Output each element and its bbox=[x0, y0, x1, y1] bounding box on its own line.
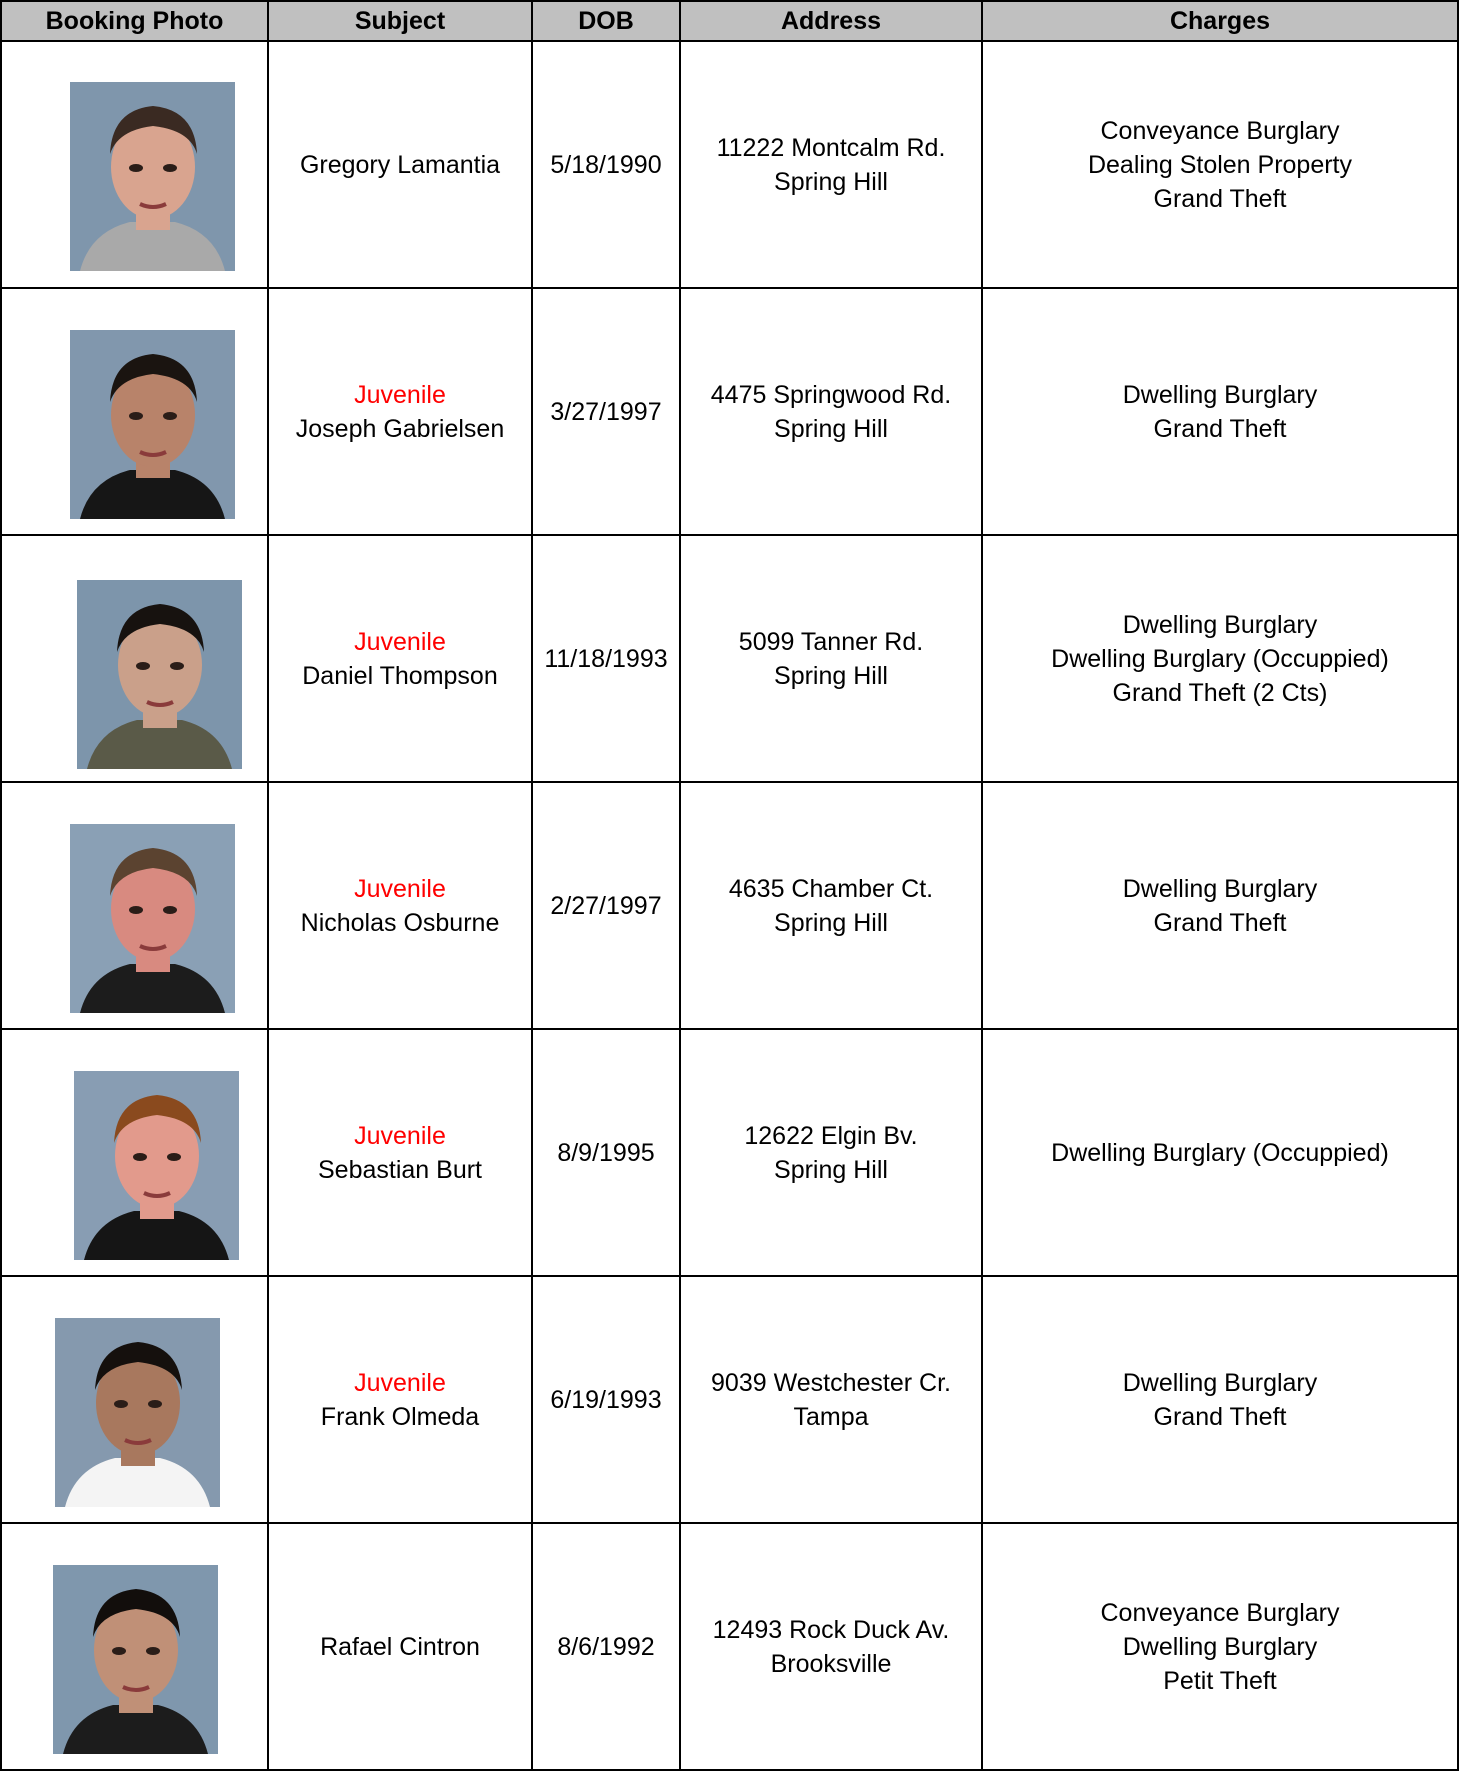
subject-cell bbox=[268, 782, 532, 1029]
subject-name: Rafael Cintron bbox=[320, 1632, 480, 1661]
charges-cell bbox=[982, 1523, 1458, 1770]
dob-cell: 6/19/1993 bbox=[532, 1276, 680, 1523]
address-line: Spring Hill bbox=[774, 167, 888, 196]
juvenile-label: Juvenile bbox=[354, 380, 446, 409]
dob-cell: 3/27/1997 bbox=[532, 288, 680, 535]
booking-photo bbox=[70, 824, 235, 1013]
subject-name: Nicholas Osburne bbox=[300, 908, 500, 937]
subject-cell bbox=[268, 1276, 532, 1523]
charges-cell bbox=[982, 41, 1458, 288]
address-line: 9039 Westchester Cr. bbox=[711, 1368, 951, 1397]
booking-photo bbox=[77, 580, 242, 769]
table-row bbox=[1, 535, 1458, 782]
subject-name: Sebastian Burt bbox=[318, 1155, 482, 1184]
dob-cell: 2/27/1997 bbox=[532, 782, 680, 1029]
subject-cell bbox=[268, 535, 532, 782]
header-row bbox=[1, 1, 1458, 41]
header-charges: Charges bbox=[982, 1, 1458, 41]
subject-name: Daniel Thompson bbox=[302, 661, 498, 690]
charge-line: Dwelling Burglary bbox=[1122, 610, 1318, 639]
charge-line: Dwelling Burglary bbox=[1122, 874, 1318, 903]
address-cell bbox=[680, 782, 982, 1029]
juvenile-label: Juvenile bbox=[354, 1121, 446, 1150]
booking-photo-cell bbox=[1, 288, 268, 535]
address-line: Spring Hill bbox=[774, 414, 888, 443]
charge-line: Dwelling Burglary (Occuppied) bbox=[1051, 644, 1389, 673]
address-cell bbox=[680, 535, 982, 782]
charge-line: Grand Theft bbox=[1153, 414, 1287, 443]
charge-line: Dwelling Burglary bbox=[1122, 380, 1318, 409]
subject-cell bbox=[268, 1523, 532, 1770]
dob-cell: 8/6/1992 bbox=[532, 1523, 680, 1770]
booking-photo bbox=[53, 1565, 218, 1754]
address-cell bbox=[680, 1523, 982, 1770]
charges-cell bbox=[982, 1029, 1458, 1276]
booking-photo-cell bbox=[1, 1523, 268, 1770]
address-line: Spring Hill bbox=[774, 908, 888, 937]
charges-cell bbox=[982, 1276, 1458, 1523]
address-line: Brooksville bbox=[770, 1649, 892, 1678]
charge-line: Conveyance Burglary bbox=[1100, 116, 1340, 145]
booking-photo bbox=[70, 82, 235, 271]
address-cell bbox=[680, 288, 982, 535]
charge-line: Dealing Stolen Property bbox=[1087, 150, 1353, 179]
juvenile-label: Juvenile bbox=[354, 874, 446, 903]
booking-photo bbox=[70, 330, 235, 519]
table-row bbox=[1, 1276, 1458, 1523]
address-cell bbox=[680, 1029, 982, 1276]
charge-line: Grand Theft bbox=[1153, 908, 1287, 937]
charges-cell bbox=[982, 535, 1458, 782]
booking-photo-cell bbox=[1, 1276, 268, 1523]
dob-cell: 8/9/1995 bbox=[532, 1029, 680, 1276]
booking-photo-cell bbox=[1, 535, 268, 782]
table-row bbox=[1, 1029, 1458, 1276]
table-row bbox=[1, 1523, 1458, 1770]
dob-cell: 11/18/1993 bbox=[532, 535, 680, 782]
booking-photo bbox=[55, 1318, 220, 1507]
header-address: Address bbox=[680, 1, 982, 41]
juvenile-label: Juvenile bbox=[354, 1368, 446, 1397]
charge-line: Petit Theft bbox=[1163, 1666, 1277, 1695]
address-line: Spring Hill bbox=[774, 1155, 888, 1184]
table-row bbox=[1, 41, 1458, 288]
header-subject: Subject bbox=[268, 1, 532, 41]
address-cell bbox=[680, 1276, 982, 1523]
address-line: 12622 Elgin Bv. bbox=[744, 1121, 918, 1150]
address-cell bbox=[680, 41, 982, 288]
address-line: 5099 Tanner Rd. bbox=[738, 627, 924, 656]
subject-name: Gregory Lamantia bbox=[299, 150, 501, 179]
charges-cell bbox=[982, 782, 1458, 1029]
address-line: 12493 Rock Duck Av. bbox=[712, 1615, 950, 1644]
subject-cell bbox=[268, 41, 532, 288]
header-dob: DOB bbox=[532, 1, 680, 41]
subject-cell bbox=[268, 288, 532, 535]
subject-cell bbox=[268, 1029, 532, 1276]
address-line: Tampa bbox=[793, 1402, 869, 1431]
subject-name: Joseph Gabrielsen bbox=[295, 414, 505, 443]
address-line: Spring Hill bbox=[774, 661, 888, 690]
charge-line: Dwelling Burglary bbox=[1122, 1632, 1318, 1661]
charge-line: Grand Theft bbox=[1153, 184, 1287, 213]
charge-line: Grand Theft (2 Cts) bbox=[1112, 678, 1328, 707]
booking-photo-cell bbox=[1, 782, 268, 1029]
booking-photo-cell bbox=[1, 1029, 268, 1276]
charge-line: Dwelling Burglary (Occuppied) bbox=[1051, 1138, 1389, 1167]
charge-line: Grand Theft bbox=[1153, 1402, 1287, 1431]
dob-cell: 5/18/1990 bbox=[532, 41, 680, 288]
table-row bbox=[1, 782, 1458, 1029]
juvenile-label: Juvenile bbox=[354, 627, 446, 656]
address-line: 11222 Montcalm Rd. bbox=[716, 133, 946, 162]
address-line: 4475 Springwood Rd. bbox=[710, 380, 952, 409]
booking-photo-cell bbox=[1, 41, 268, 288]
subject-name: Frank Olmeda bbox=[320, 1402, 480, 1431]
header-booking-photo: Booking Photo bbox=[1, 1, 268, 41]
charge-line: Conveyance Burglary bbox=[1100, 1598, 1340, 1627]
booking-photo bbox=[74, 1071, 239, 1260]
address-line: 4635 Chamber Ct. bbox=[728, 874, 934, 903]
table-row bbox=[1, 288, 1458, 535]
charge-line: Dwelling Burglary bbox=[1122, 1368, 1318, 1397]
charges-cell bbox=[982, 288, 1458, 535]
